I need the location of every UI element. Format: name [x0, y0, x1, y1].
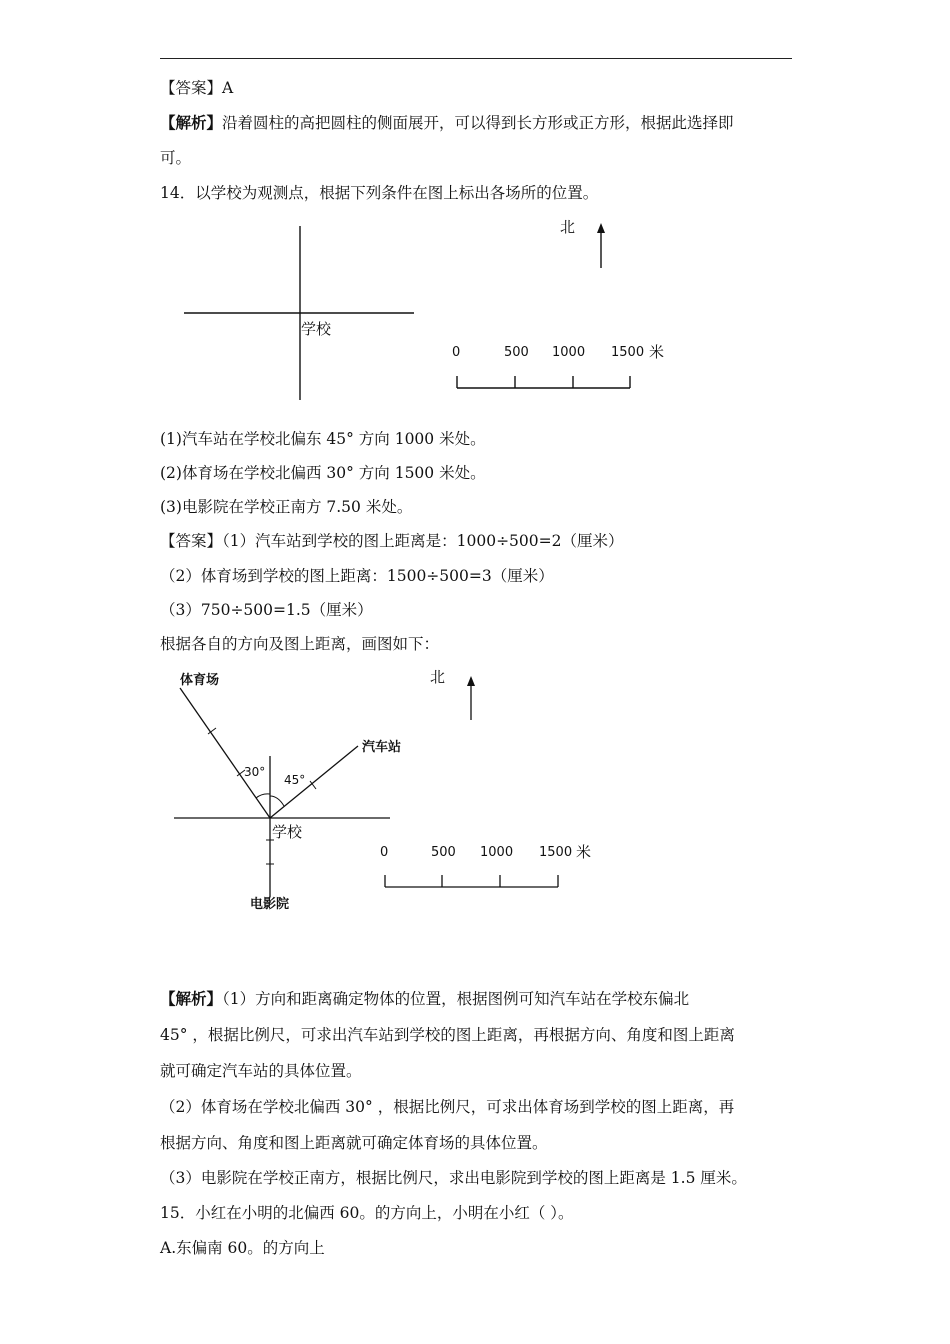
q13-analysis: [160, 112, 734, 134]
draw-intro: 根据各自的方向及图上距离，画图如下：: [160, 635, 440, 653]
q14-analysis-2: 45° ，根据比例尺，可求出汽车站到学校的图上距离，再根据方向、角度和图上距离: [160, 1026, 735, 1044]
answer-tag: 【答案】: [160, 532, 223, 550]
school-label: 学校: [272, 823, 303, 841]
cinema-label: 电影院: [250, 897, 290, 912]
solution-figure: [160, 660, 640, 920]
q14-stem: 14．以学校为观测点，根据下列条件在图上标出各场所的位置。: [160, 184, 599, 202]
angle-west-label: 30°: [244, 765, 266, 779]
question-figure: [160, 212, 720, 407]
q14-analysis-1: [160, 988, 689, 1010]
north-arrowhead-icon: [597, 223, 605, 233]
north-label: 北: [560, 218, 576, 236]
condition-2: (2)体育场在学校北偏西 30° 方向 1500 米处。: [160, 464, 486, 482]
answer-tag: 【答案】: [160, 79, 223, 97]
scale-tick-label: 1500: [539, 845, 573, 860]
angle-east-label: 45°: [284, 773, 306, 787]
north-arrowhead-icon: [467, 676, 475, 686]
scale-tick-label: 0: [380, 845, 389, 860]
q14-answer-3: （3）750÷500=1.5（厘米）: [160, 601, 373, 619]
scale-unit: 米: [649, 343, 665, 361]
q13-analysis-cont: 可。: [160, 149, 192, 167]
condition-1: (1)汽车站在学校北偏东 45° 方向 1000 米处。: [160, 430, 486, 448]
q15-stem: 15．小红在小明的北偏西 60。的方向上，小明在小红（ ）。: [160, 1204, 574, 1222]
q14-answer-1: [160, 530, 624, 552]
analysis-tag: 【解析】: [160, 989, 223, 1008]
q14-analysis-6: （3）电影院在学校正南方，根据比例尺，求出电影院到学校的图上距离是 1.5 厘米。: [160, 1169, 747, 1187]
scale-tick-label: 1500: [611, 345, 645, 360]
header-rule: [160, 58, 792, 59]
answer-line: （1）汽车站到学校的图上距离是：1000÷500=2（厘米）: [222, 532, 624, 550]
angle-arc-east: [270, 796, 284, 806]
scale-bar: [385, 875, 558, 887]
scale-unit: 米: [576, 843, 592, 861]
q14-answer-2: （2）体育场到学校的图上距离：1500÷500=3（厘米）: [160, 567, 554, 585]
q15-option-a: A.东偏南 60。的方向上: [160, 1239, 325, 1257]
stadium-label: 体育场: [180, 673, 220, 688]
analysis-tag: 【解析】: [160, 113, 223, 132]
north-label: 北: [430, 668, 446, 686]
analysis-line: （1）方向和距离确定物体的位置，根据图例可知汽车站在学校东偏北: [222, 990, 690, 1008]
q14-analysis-3: 就可确定汽车站的具体位置。: [160, 1062, 362, 1080]
stadium-ray: [180, 688, 270, 818]
scale-bar: [457, 376, 630, 388]
condition-3: (3)电影院在学校正南方 7.50 米处。: [160, 498, 413, 516]
scale-tick-label: 500: [431, 845, 456, 860]
scale-tick-label: 500: [504, 345, 529, 360]
school-label: 学校: [301, 320, 332, 338]
q14-analysis-4: （2）体育场在学校北偏西 30° ，根据比例尺，可求出体育场到学校的图上距离，再: [160, 1098, 735, 1116]
scale-tick-label: 1000: [552, 345, 586, 360]
scale-tick-label: 0: [452, 345, 461, 360]
analysis-text: 沿着圆柱的高把圆柱的侧面展开，可以得到长方形或正方形，根据此选择即: [222, 114, 734, 132]
bus-station-label: 汽车站: [362, 740, 402, 755]
q13-answer: [160, 77, 233, 99]
answer-text: A: [222, 79, 234, 97]
scale-tick-label: 1000: [480, 845, 514, 860]
angle-arc-west: [256, 794, 270, 798]
q14-analysis-5: 根据方向、角度和图上距离就可确定体育场的具体位置。: [160, 1134, 548, 1152]
